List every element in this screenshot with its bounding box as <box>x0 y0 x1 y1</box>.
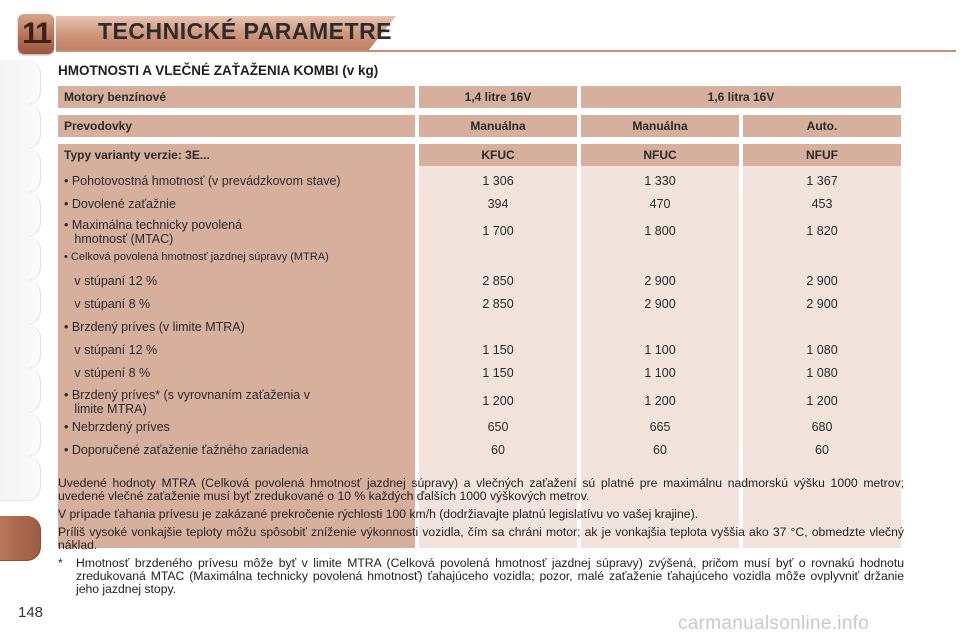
row-value: 1 367 <box>806 174 838 188</box>
row-value: 1 100 <box>644 366 676 380</box>
row-value: 1 150 <box>482 366 514 380</box>
chapter-tab[interactable] <box>0 104 41 149</box>
header-cell: NFUC <box>581 144 739 166</box>
row-value: 2 900 <box>644 297 676 311</box>
row-value: 394 <box>487 197 509 211</box>
row-value: 60 <box>653 443 667 457</box>
note-paragraph: Uvedené hodnoty MTRA (Celková povolená hmotnosť jazdnej súpravy) a vlečných zaťažení sú platné pre maximálnu nadmorskú výšku 1000 metrov; uvedené vlečné zaťaženie musí byť zredukované o 10 % každých ďalších 1000 výškových metrov. <box>58 476 904 503</box>
chapter-tab[interactable] <box>0 280 41 325</box>
row-label: v stúpaní 8 % <box>64 297 151 311</box>
chapter-number-badge: 11 <box>18 14 54 54</box>
row-value: 2 900 <box>806 274 838 288</box>
row-value: 1 800 <box>644 224 676 238</box>
row-value: 1 820 <box>806 224 838 238</box>
row-value: 2 850 <box>482 274 514 288</box>
row-value: 665 <box>649 420 671 434</box>
chapter-tab[interactable] <box>0 412 41 457</box>
page-title: TECHNICKÉ PARAMETRE <box>98 18 393 44</box>
row-value: 1 306 <box>482 174 514 188</box>
chapter-tab-active[interactable] <box>0 516 41 561</box>
header-label: Prevodovky <box>58 115 415 137</box>
header-label: Typy varianty verzie: 3E... <box>58 144 415 166</box>
table-header-row <box>58 115 901 137</box>
row-label: • Doporučené zaťaženie ťažného zariadenia <box>64 443 309 457</box>
chapter-tab[interactable] <box>0 192 41 237</box>
title-underline <box>56 50 956 52</box>
chapter-tabs <box>0 0 46 640</box>
row-label: v stúpení 8 % <box>64 366 151 380</box>
row-value: 470 <box>649 197 671 211</box>
row-label: • Celková povolená hmotnosť jazdnej súpravy (MTRA) <box>64 251 329 263</box>
footnote-mark: * <box>58 556 63 570</box>
footnote <box>58 557 904 596</box>
row-value: 60 <box>491 443 505 457</box>
header-cell: NFUF <box>743 144 901 166</box>
row-value: 1 080 <box>806 343 838 357</box>
note-paragraph: Príliš vysoké vonkajšie teploty môžu spôsobiť zníženie výkonnosti vozidla, čím sa chráni motor; ak je vonkajšia teplota vyššia ako 37 °C, obmedzte vlečný náklad. <box>58 525 904 552</box>
row-label: • Nebrzdený príves <box>64 420 170 434</box>
row-label: • Pohotovostná hmotnosť (v prevádzkovom stave) <box>64 174 341 188</box>
row-label: v stúpaní 12 % <box>64 343 158 357</box>
chapter-tab[interactable] <box>0 60 41 105</box>
header-cell: Manuálna <box>419 115 577 137</box>
row-label: v stúpaní 12 % <box>64 274 158 288</box>
row-value: 1 100 <box>644 343 676 357</box>
watermark: carmanualsonline.info <box>678 613 870 634</box>
row-value: 1 200 <box>482 394 514 408</box>
row-value: 2 900 <box>806 297 838 311</box>
row-value: 1 150 <box>482 343 514 357</box>
header-label: Motory benzínové <box>58 86 415 108</box>
footnote-text: Hmotnosť brzdeného prívesu môže byť v limite MTRA (Celková povolená hmotnosť jazdnej súpravy) zvýšená, pričom musí byť o rovnakú hodnotu zredukovaná MTAC (Maximálna technicky povolená hmotnosť) ťahajúceho vozidla; pozor, malé zaťaženie ťahajúceho vozidla môže ovplyvniť držanie jeho jazdnej stopy. <box>76 556 904 596</box>
header-engine-b: 1,6 litra 16V <box>581 86 901 108</box>
chapter-tab[interactable] <box>0 368 41 413</box>
row-value: 60 <box>815 443 829 457</box>
chapter-tab[interactable] <box>0 236 41 281</box>
row-value: 1 080 <box>806 366 838 380</box>
header-cell: Auto. <box>743 115 901 137</box>
row-label: • Maximálna technicky povolená hmotnosť (MTAC) <box>64 218 243 246</box>
row-label: • Brzdený príves (v limite MTRA) <box>64 320 245 334</box>
row-label: • Brzdený príves* (s vyrovnaním zaťaženia v limite MTRA) <box>64 388 310 416</box>
row-value: 2 850 <box>482 297 514 311</box>
row-value: 453 <box>811 197 833 211</box>
section-title: HMOTNOSTI A VLEČNÉ ZAŤAŽENIA KOMBI (v kg) <box>58 63 379 78</box>
row-value: 1 200 <box>644 394 676 408</box>
row-value: 1 200 <box>806 394 838 408</box>
notes <box>58 477 904 596</box>
page-number: 148 <box>18 604 44 621</box>
row-value: 2 900 <box>644 274 676 288</box>
row-value: 680 <box>811 420 833 434</box>
row-label: • Dovolené zaťažnie <box>64 197 176 211</box>
header-cell: KFUC <box>419 144 577 166</box>
chapter-tab[interactable] <box>0 456 41 501</box>
chapter-tab[interactable] <box>0 324 41 369</box>
table-header-row <box>58 144 901 166</box>
row-value: 1 330 <box>644 174 676 188</box>
note-paragraph: V prípade ťahania prívesu je zakázané prekročenie rýchlosti 100 km/h (dodržiavajte platnú legislatívu vo vašej krajine). <box>58 507 699 521</box>
table-header-row <box>58 86 901 108</box>
chapter-tab[interactable] <box>0 148 41 193</box>
row-value: 650 <box>487 420 509 434</box>
row-value: 1 700 <box>482 224 514 238</box>
header-cell: Manuálna <box>581 115 739 137</box>
header-engine-a: 1,4 litre 16V <box>419 86 577 108</box>
